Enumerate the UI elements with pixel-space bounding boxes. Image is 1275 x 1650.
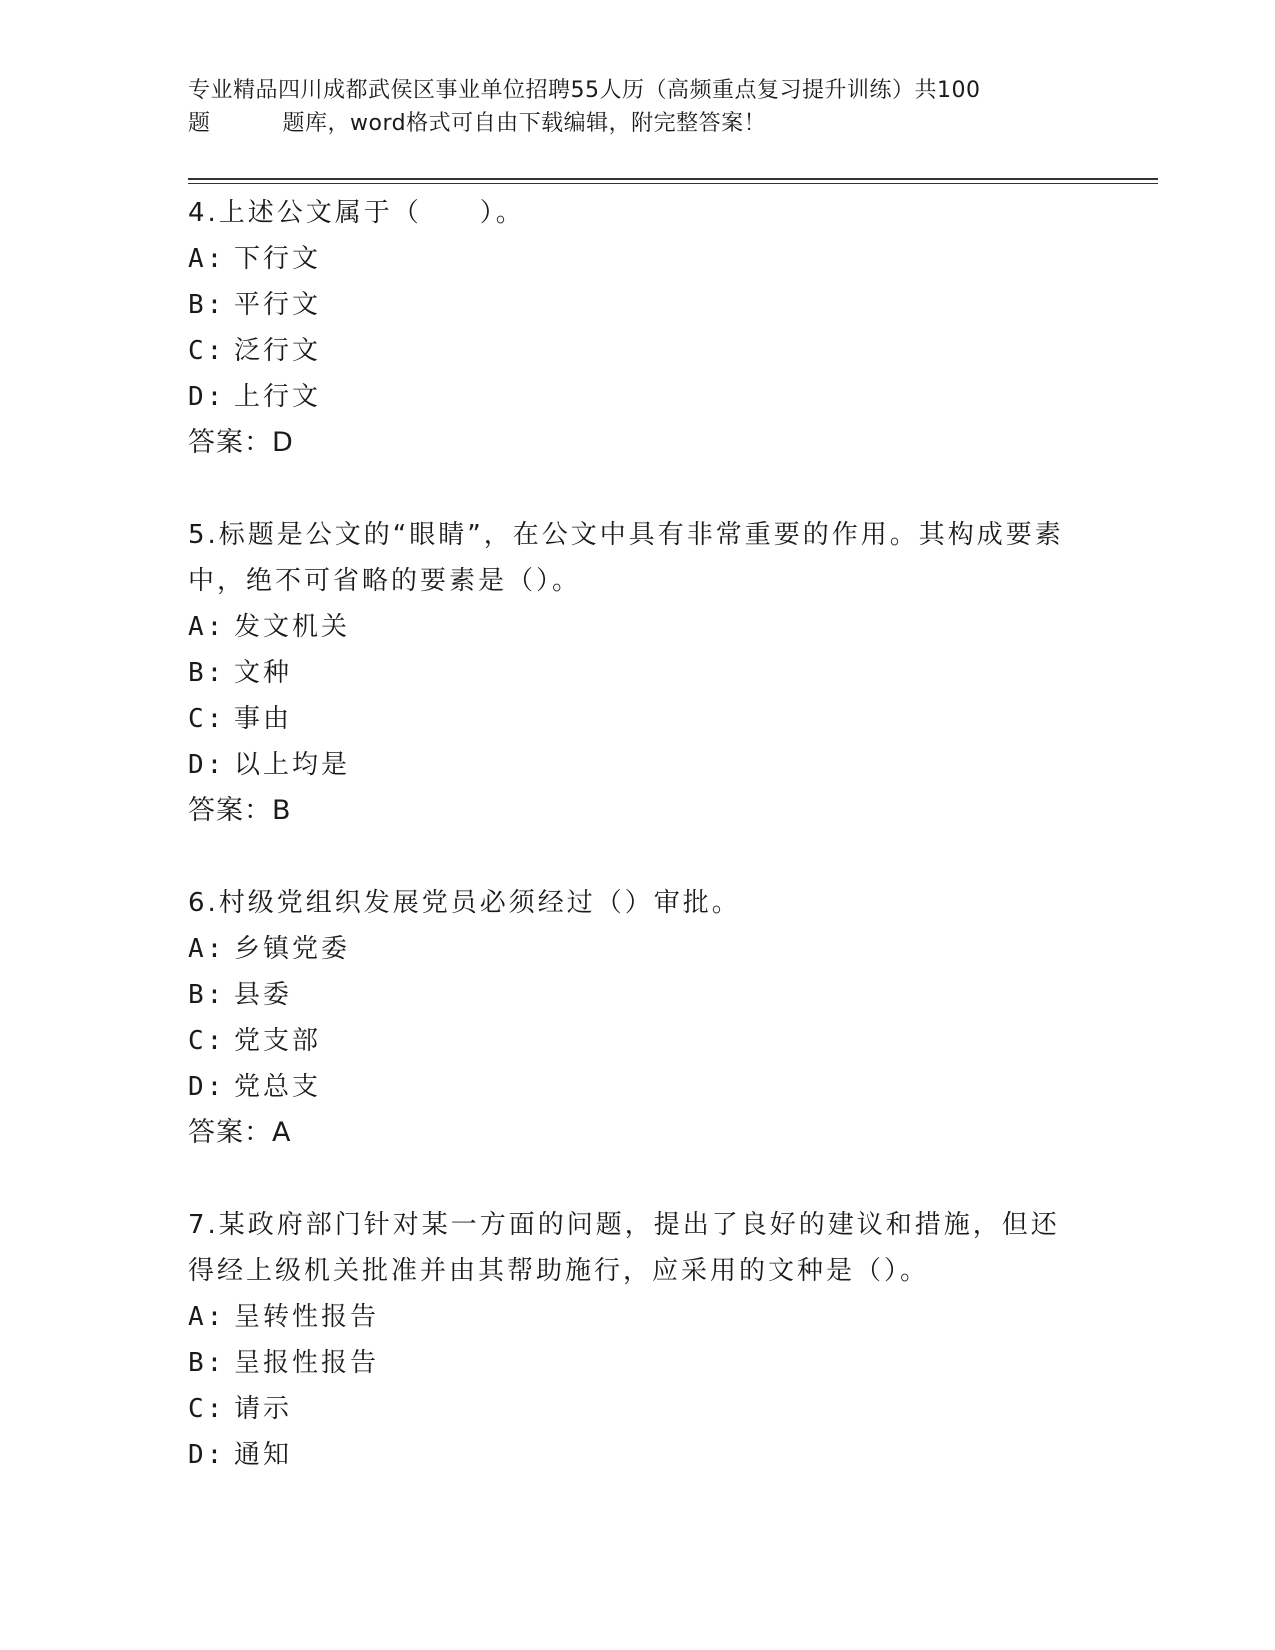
question-list [188, 190, 1088, 1524]
option-d [188, 1432, 1088, 1478]
header-title-line2 [188, 107, 1088, 140]
option-b [188, 282, 1088, 328]
option-key: B: [188, 1348, 226, 1378]
option-text: 发文机关 [234, 612, 351, 642]
option-text: 泛行文 [234, 336, 322, 366]
option-text: 乡镇党委 [234, 934, 351, 964]
option-text: 县委 [234, 980, 293, 1010]
question-stem: 5.标题是公文的“眼睛”，在公文中具有非常重要的作用。其构成要素中，绝不可省略的要素是（）。 [188, 520, 1064, 596]
option-text: 以上均是 [234, 750, 351, 780]
option-key: C: [188, 1026, 226, 1056]
header-title-line1: 专业精品四川成都武侯区事业单位招聘55人历（高频重点复习提升训练）共100 [188, 78, 981, 103]
question-item [188, 512, 1088, 834]
header-divider-thick [188, 178, 1158, 180]
option-c [188, 1018, 1088, 1064]
question-stem: 4.上述公文属于（ ）。 [188, 198, 525, 228]
option-c [188, 328, 1088, 374]
option-text: 下行文 [234, 244, 322, 274]
option-key: B: [188, 290, 226, 320]
option-key: D: [188, 1072, 226, 1102]
option-key: A: [188, 1302, 226, 1332]
question-item [188, 880, 1088, 1156]
option-text: 通知 [234, 1440, 293, 1470]
option-text: 事由 [234, 704, 293, 734]
option-key: A: [188, 244, 226, 274]
option-b [188, 1340, 1088, 1386]
answer-line: 答案：D [188, 427, 294, 458]
option-b [188, 650, 1088, 696]
option-text: 呈报性报告 [234, 1348, 380, 1378]
option-a [188, 604, 1088, 650]
option-key: B: [188, 980, 226, 1010]
option-key: D: [188, 1440, 226, 1470]
option-d [188, 374, 1088, 420]
option-a [188, 926, 1088, 972]
question-stem: 7.某政府部门针对某一方面的问题，提出了良好的建议和措施，但还得经上级机关批准并由其帮助施行，应采用的文种是（）。 [188, 1210, 1060, 1286]
option-text: 文种 [234, 658, 293, 688]
option-a [188, 236, 1088, 282]
question-item [188, 190, 1088, 466]
option-key: D: [188, 750, 226, 780]
option-c [188, 696, 1088, 742]
option-key: C: [188, 336, 226, 366]
option-a [188, 1294, 1088, 1340]
option-text: 呈转性报告 [234, 1302, 380, 1332]
option-b [188, 972, 1088, 1018]
option-text: 平行文 [234, 290, 322, 320]
option-key: D: [188, 382, 226, 412]
option-text: 请示 [234, 1394, 293, 1424]
answer-line: 答案：B [188, 795, 292, 826]
option-d [188, 742, 1088, 788]
header-divider-thin [188, 183, 1158, 184]
option-key: C: [188, 1394, 226, 1424]
option-c [188, 1386, 1088, 1432]
option-key: A: [188, 612, 226, 642]
option-key: C: [188, 704, 226, 734]
option-text: 党支部 [234, 1026, 322, 1056]
answer-line: 答案：A [188, 1117, 292, 1148]
option-key: A: [188, 934, 226, 964]
option-text: 党总支 [234, 1072, 322, 1102]
option-text: 上行文 [234, 382, 322, 412]
option-key: B: [188, 658, 226, 688]
header-title-line2-part2: 题库，word格式可自由下载编辑，附完整答案！ [282, 111, 767, 136]
question-item [188, 1202, 1088, 1478]
document-header [188, 74, 1088, 140]
option-d [188, 1064, 1088, 1110]
question-stem: 6.村级党组织发展党员必须经过（）审批。 [188, 888, 741, 918]
header-title-line2-part1: 题 [188, 111, 211, 136]
